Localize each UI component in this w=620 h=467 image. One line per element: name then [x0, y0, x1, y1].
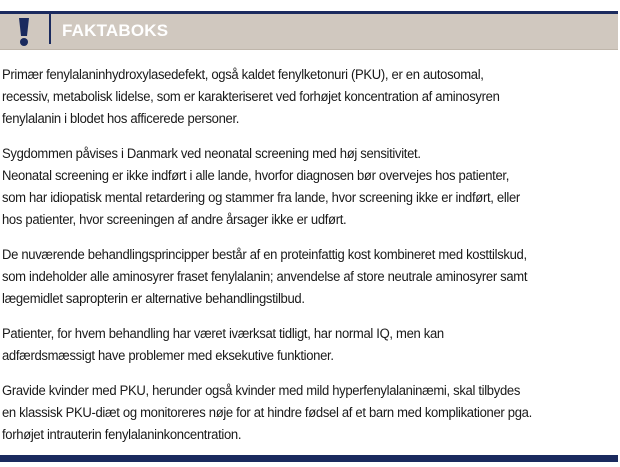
factbox-header	[0, 14, 618, 50]
factbox-content	[2, 64, 614, 459]
paragraph-outcome	[2, 323, 614, 367]
text-line: Primær fenylalaninhydroxylasedefekt, også kaldet fenylketonuri (PKU), er en autosomal,	[2, 67, 484, 83]
text-line: Sygdommen påvises i Danmark ved neonatal screening med høj sensitivitet.	[2, 146, 421, 162]
footer-rule	[0, 455, 618, 462]
text-line: De nuværende behandlingsprincipper består af en proteinfattig kost kombineret med kosttilskud,	[2, 247, 527, 263]
text-line: fenylalanin i blodet hos afficerede personer.	[2, 111, 240, 127]
text-line: adfærdsmæssigt have problemer med eksekutive funktioner.	[2, 348, 334, 364]
paragraph-screening	[2, 143, 614, 231]
paragraph-treatment	[2, 244, 614, 310]
paragraph-pregnancy	[2, 380, 614, 446]
exclamation-icon	[14, 16, 34, 48]
text-line: Patienter, for hvem behandling har været iværksat tidligt, har normal IQ, men kan	[2, 326, 444, 342]
text-line: recessiv, metabolisk lidelse, som er karakteriseret ved forhøjet koncentration af aminosyren	[2, 89, 500, 105]
text-line: en klassisk PKU-diæt og monitoreres nøje for at hindre fødsel af et barn med komplikationer pga.	[2, 405, 532, 421]
text-line: lægemidlet sapropterin er alternative behandlingstilbud.	[2, 291, 305, 307]
text-line: Gravide kvinder med PKU, herunder også kvinder med mild hyperfenylalaninæmi, skal tilbydes	[2, 383, 521, 399]
text-line: som har idiopatisk mental retardering og stammer fra lande, hvor screening ikke er indført, eller	[2, 190, 520, 206]
header-divider	[49, 14, 51, 44]
text-line: som indeholder alle aminosyrer fraset fenylalanin; anvendelse af store neutrale aminosyrer samt	[2, 269, 528, 285]
text-line: forhøjet intrauterin fenylalaninkoncentration.	[2, 427, 242, 443]
paragraph-definition	[2, 64, 614, 130]
text-line: Neonatal screening er ikke indført i alle lande, hvorfor diagnosen bør overvejes hos patienter,	[2, 168, 510, 184]
text-line: hos patienter, hvor screeningen af andre årsager ikke er udført.	[2, 212, 347, 228]
factbox-title: FAKTABOKS	[62, 21, 169, 40]
